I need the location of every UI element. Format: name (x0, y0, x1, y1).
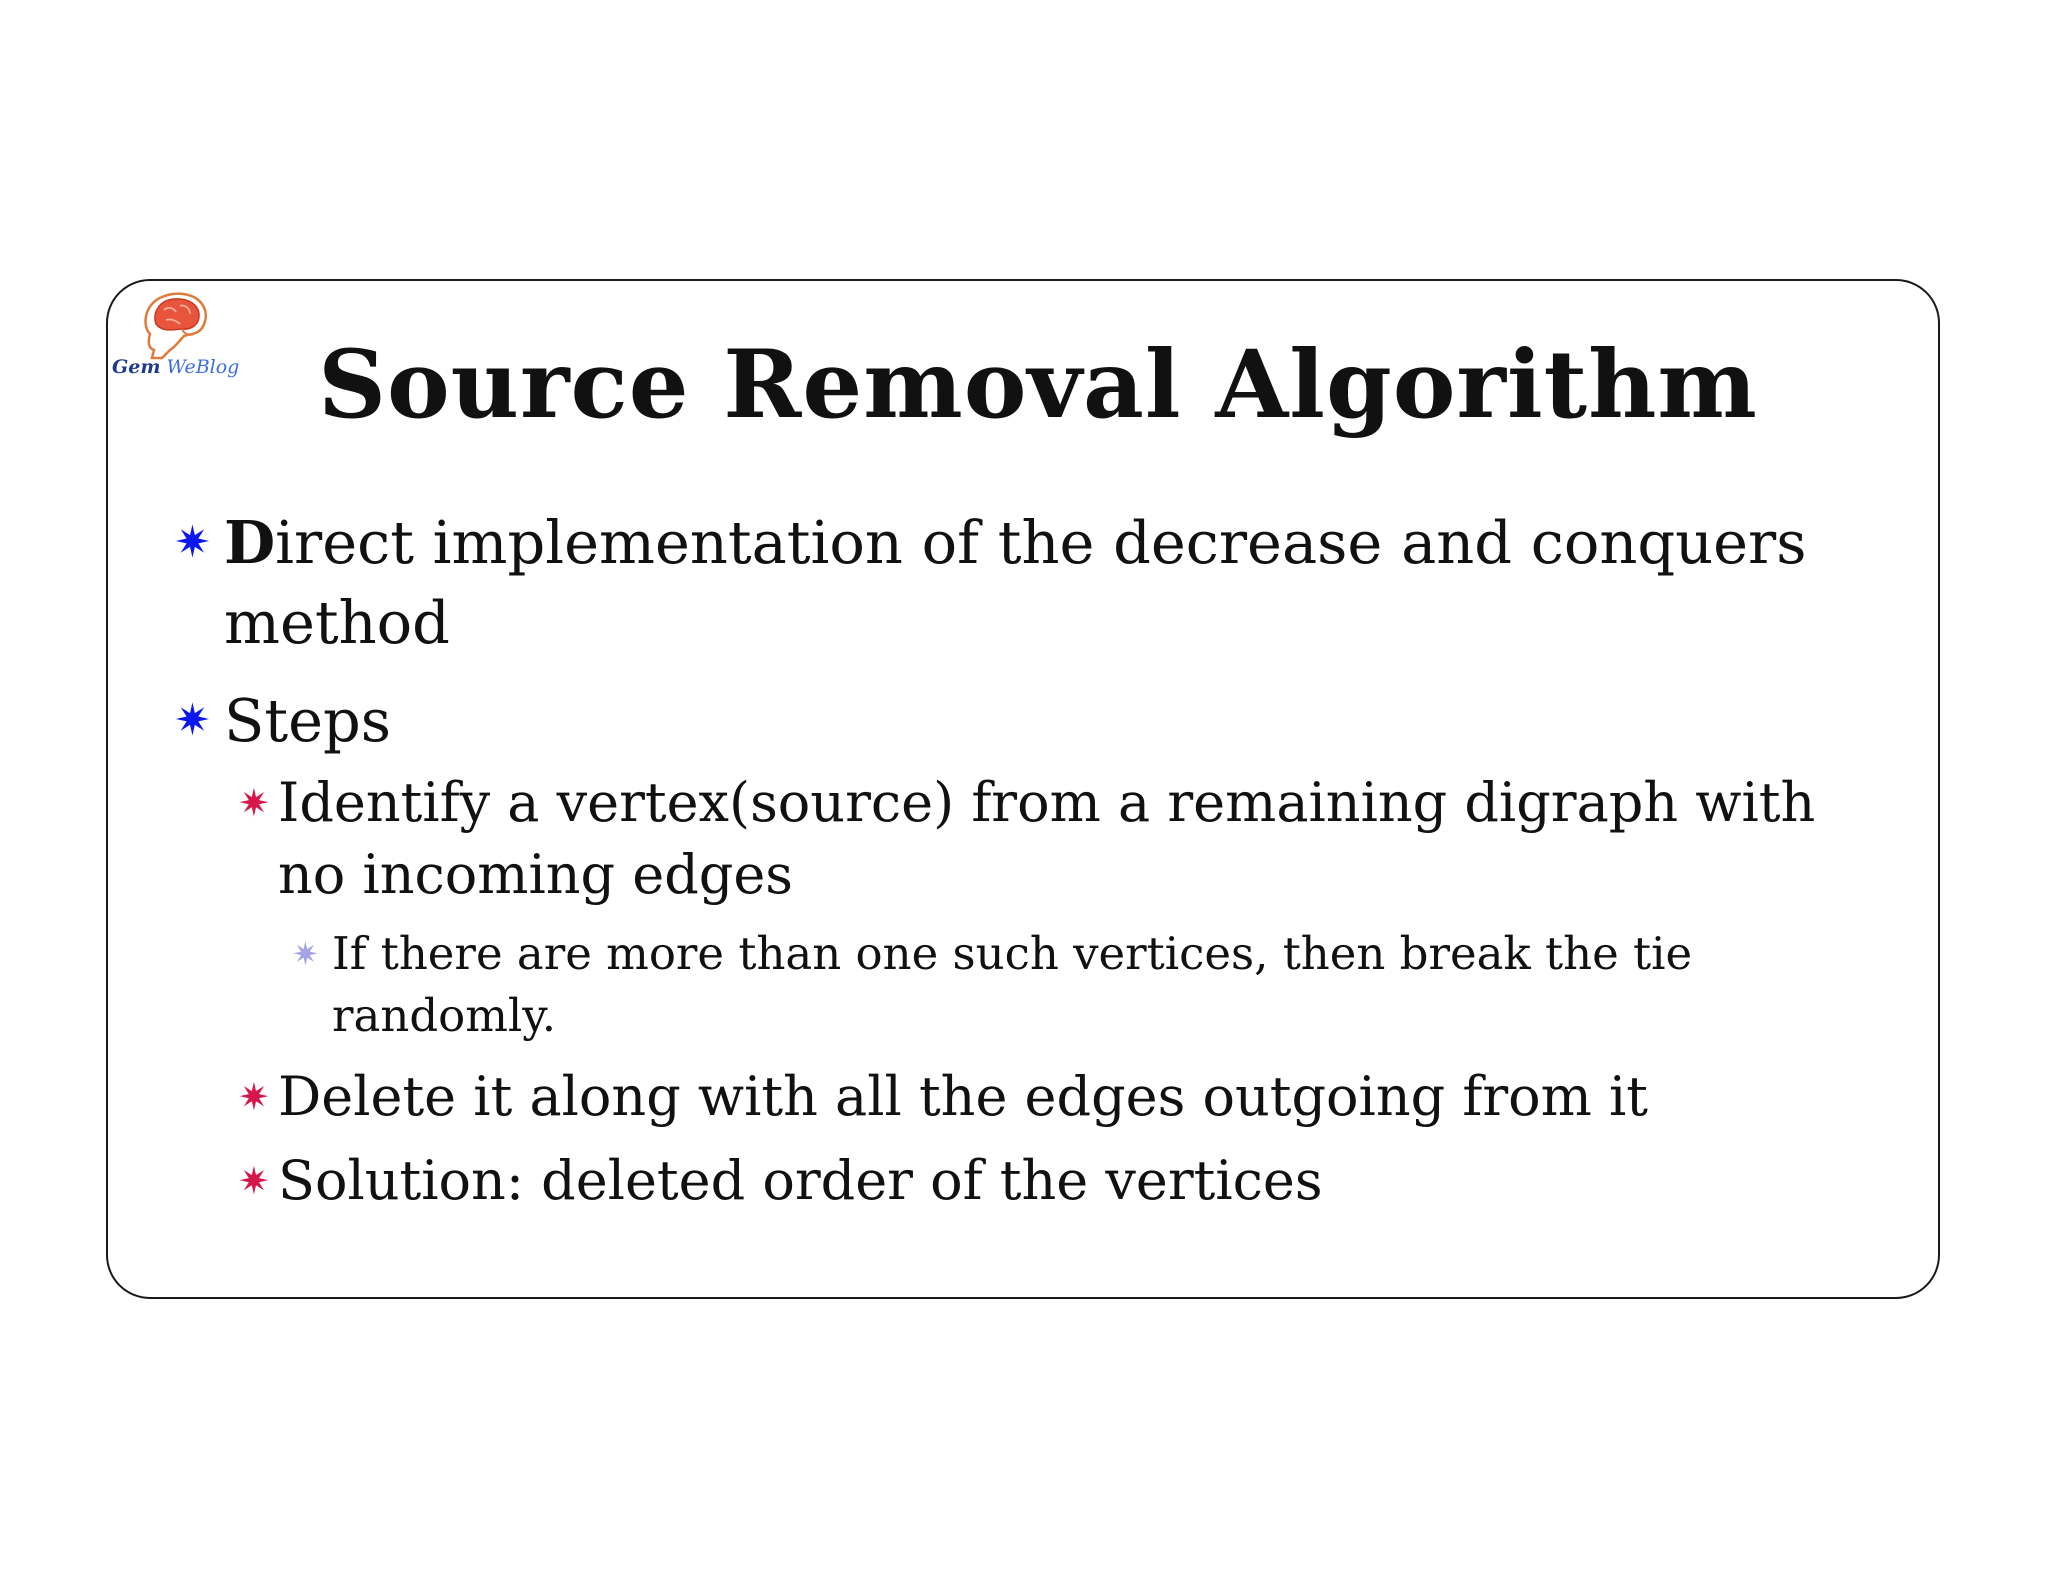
red-star-bullet-icon: ✷ (238, 1159, 270, 1203)
slide-title: Source Removal Algorithm (318, 330, 1758, 440)
red-star-bullet-icon: ✷ (238, 781, 270, 825)
blue-star-bullet-icon: ✷ (174, 517, 211, 568)
sub-bullet-solution (174, 1145, 1878, 1217)
bullet-text: Steps (224, 686, 392, 755)
bullet-text: irect implementation of the decrease and conquers method (224, 508, 1807, 657)
sub-bullet-delete-edges (174, 1061, 1878, 1133)
sub-bullet-text: Solution: deleted order of the vertices (278, 1149, 1323, 1212)
logo-gem-text: Gem (112, 356, 161, 378)
sub-bullet-text: Delete it along with all the edges outgoing from it (278, 1065, 1648, 1128)
bullet-list (174, 503, 1878, 1217)
sub-bullet-identify-vertex (174, 767, 1878, 911)
sub-sub-bullet-text: If there are more than one such vertices, then break the tie randomly. (332, 927, 1693, 1042)
blue-star-bullet-icon: ✷ (174, 695, 211, 746)
sub-bullet-text: Identify a vertex(source) from a remaining digraph with no incoming edges (278, 771, 1816, 906)
bullet-direct-implementation (174, 503, 1878, 663)
logo-weblog-text: WeBlog (166, 356, 240, 378)
sub-sub-bullet-break-tie (174, 923, 1878, 1047)
red-star-bullet-icon: ✷ (238, 1075, 270, 1119)
bullet-steps (174, 681, 1878, 761)
lavender-star-bullet-icon: ✷ (292, 935, 319, 973)
slide-frame (106, 279, 1940, 1299)
bullet-first-letter: D (224, 508, 276, 577)
